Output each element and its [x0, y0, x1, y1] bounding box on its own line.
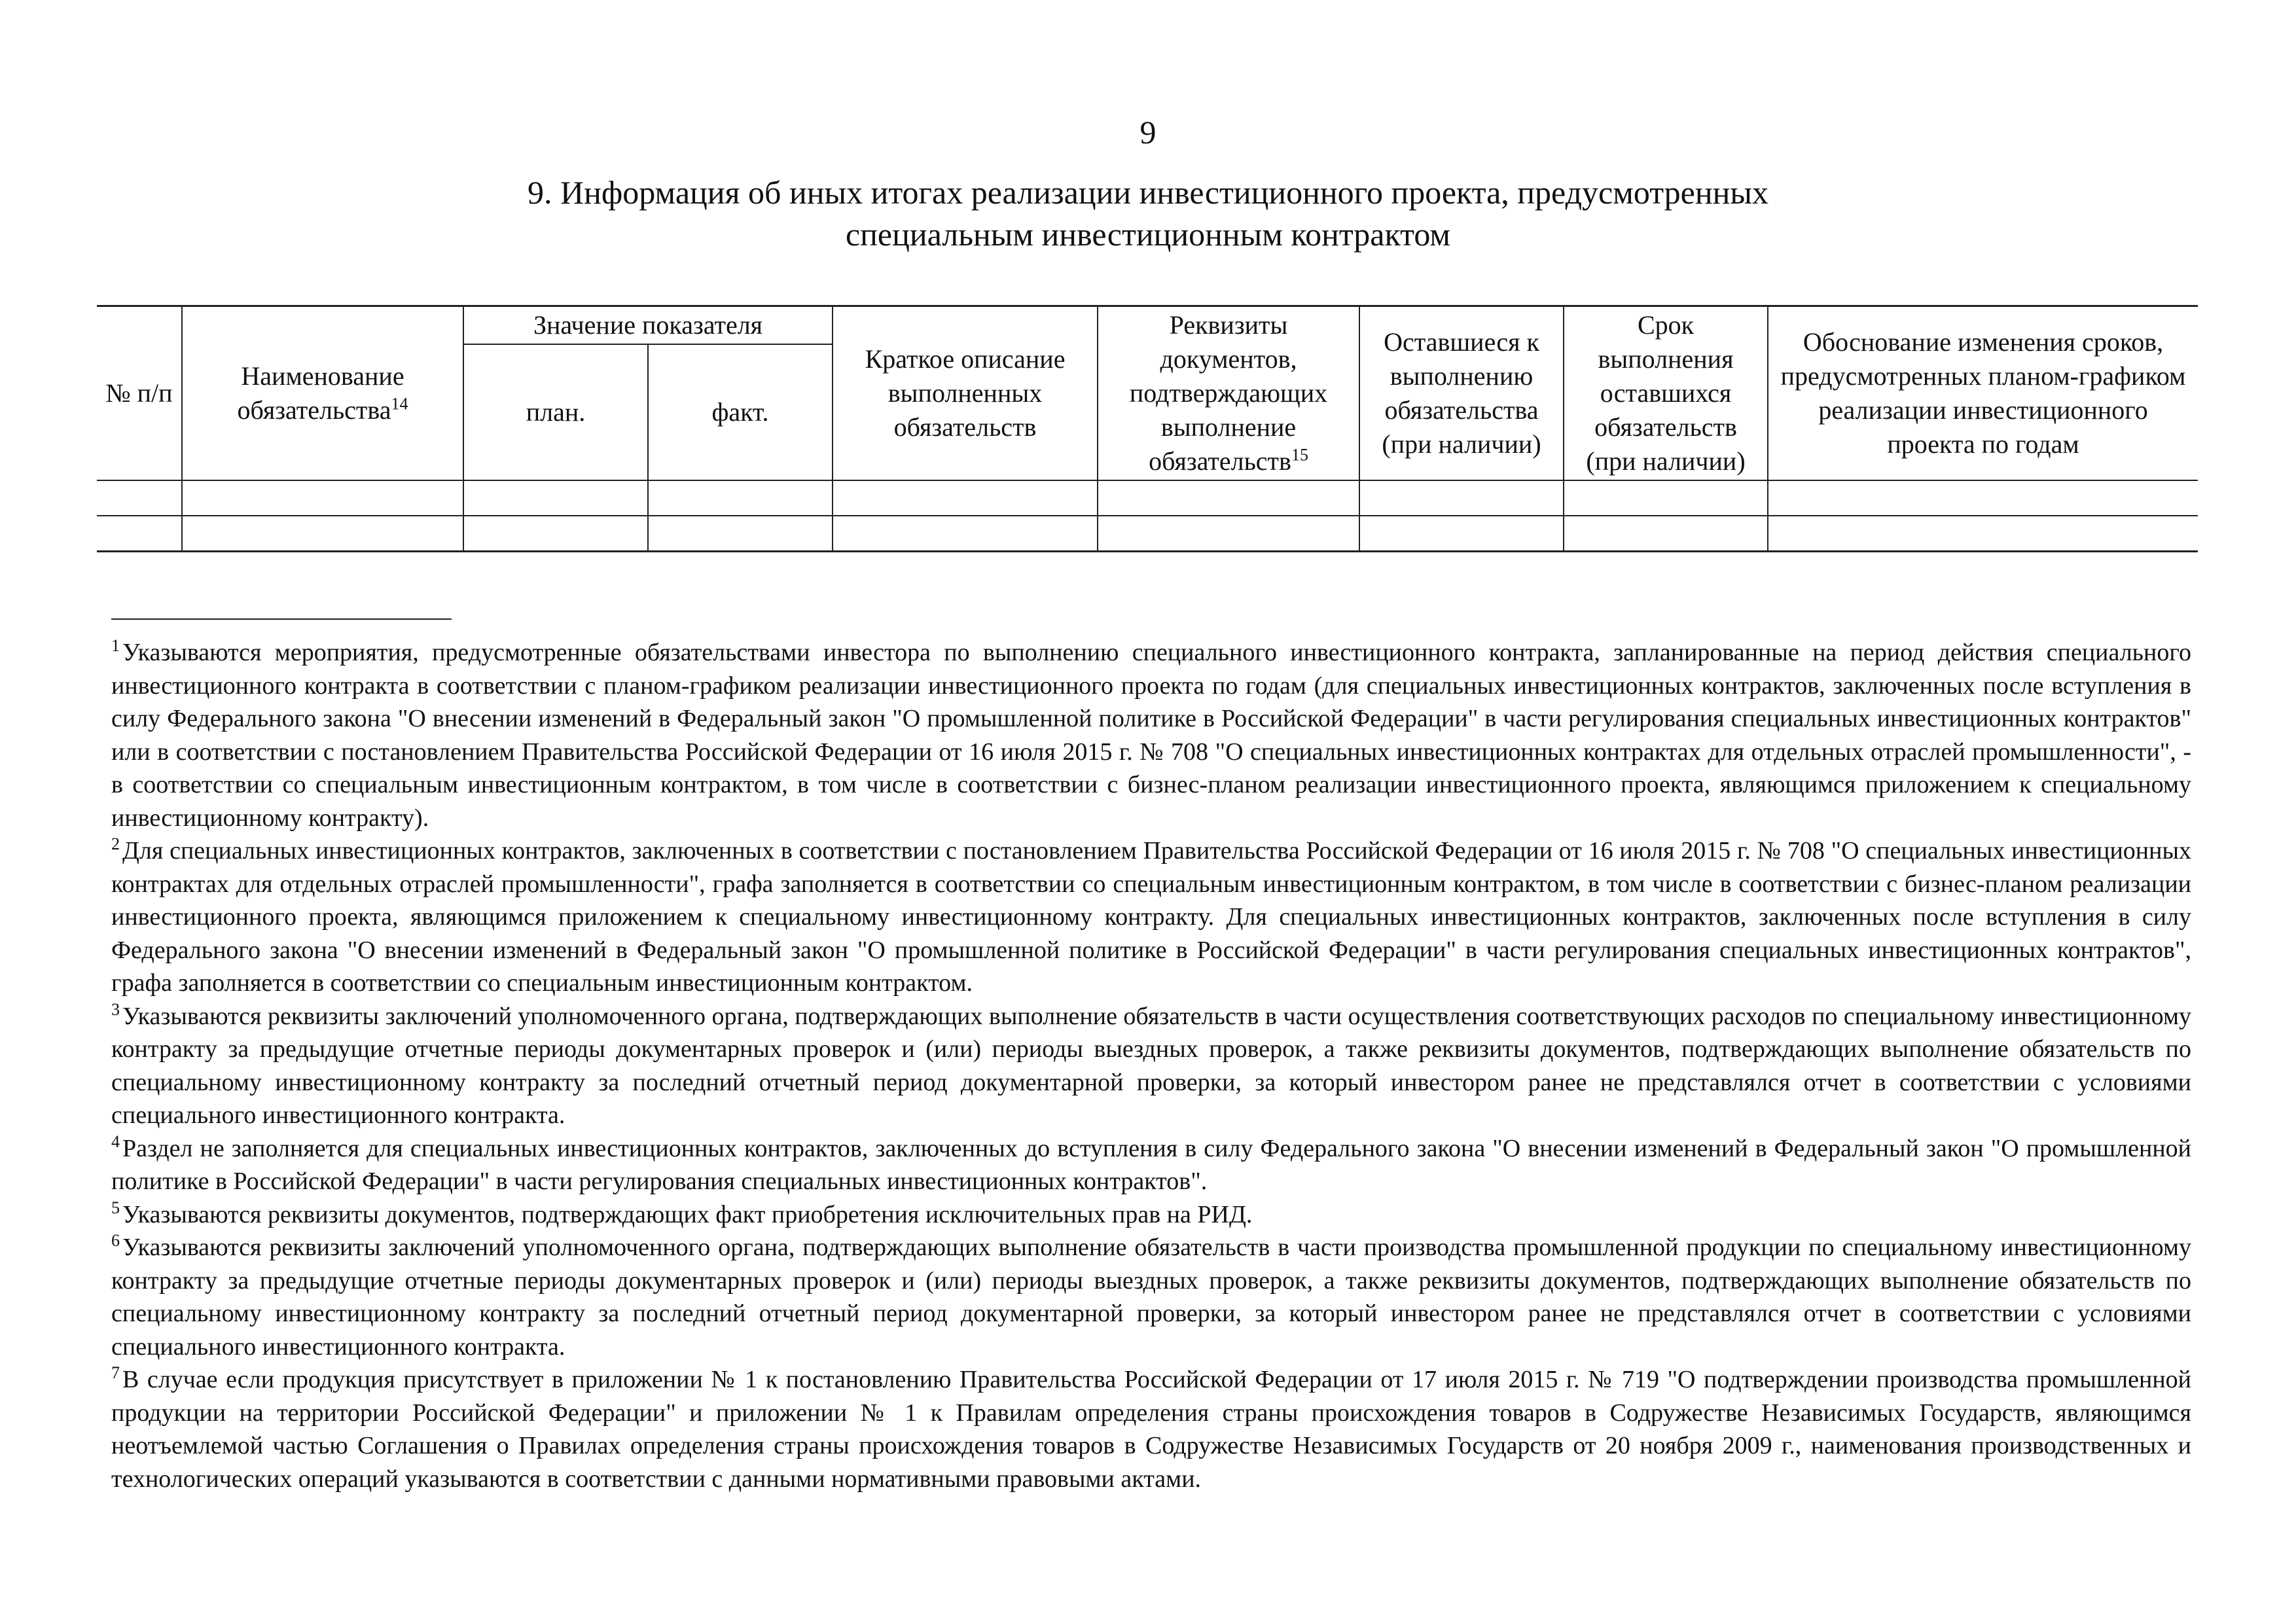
table-cell — [182, 516, 463, 551]
results-table — [97, 305, 2198, 552]
footnote-7 — [111, 1363, 2191, 1495]
footnote-ref-14: 14 — [391, 394, 408, 414]
footnote-5 — [111, 1198, 2191, 1232]
table-row — [97, 480, 2198, 516]
table-cell — [1564, 480, 1768, 516]
footnote-mark: 4 — [111, 1132, 120, 1151]
table-cell — [1768, 516, 2198, 551]
table-cell — [1098, 516, 1359, 551]
footnote-mark: 3 — [111, 999, 120, 1019]
header-obligation-name — [182, 306, 463, 481]
page-number: 9 — [1139, 114, 1157, 151]
table-row — [97, 516, 2198, 551]
table-cell — [648, 480, 833, 516]
header-obligation-name-text: Наименование обязательства — [237, 361, 404, 425]
table-cell — [1359, 516, 1564, 551]
footnote-1 — [111, 636, 2191, 834]
header-plan: план. — [463, 344, 648, 480]
header-change-justification: Обоснование изменения сроков, предусмотренных планом-графиком реализации инвестиционного проекта по годам — [1768, 306, 2198, 481]
footnote-text: Указываются реквизиты заключений уполномоченного органа, подтверждающих выполнение обязательств в части производства промышленной продукции по специальному инвестиционному контракту за предыдущие отчетные периоды документарных проверок и (или) периоды выездных проверок, а также реквизиты документов, подтверждающих выполнение обязательств по специальному инвестиционному контракту за последний отчетный период документарной проверки, за который инвестором ранее не представлялся отчет в соответствии с условиями специального инвестиционного контракта. — [111, 1234, 2191, 1361]
header-indicator-value: Значение показателя — [463, 306, 833, 345]
table-cell — [833, 480, 1098, 516]
footnote-text: В случае если продукция присутствует в приложении № 1 к постановлению Правительства Российской Федерации от 17 июля 2015 г. № 719 "О подтверждении производства промышленной продукции на территории Российской Федерации" и приложении № 1 к Правилам определения страны происхождения товаров в Содружестве Независимых Государств, являющимся неотъемлемой частью Соглашения о Правилах определения страны происхождения товаров в Содружестве Независимых Государств от 20 ноября 2009 г., наименования производственных и технологических операций указываются в соответствии с данными нормативными правовыми актами. — [111, 1366, 2191, 1493]
footnote-2 — [111, 834, 2191, 1000]
header-number: № п/п — [97, 306, 182, 481]
footnote-mark: 6 — [111, 1231, 120, 1251]
table-cell — [1098, 480, 1359, 516]
footnote-text: Раздел не заполняется для специальных инвестиционных контрактов, заключенных до вступления в силу Федерального закона "О внесении изменений в Федеральный закон "О промышленной политике в Российской Федерации" в части регулирования специальных инвестиционных контрактов". — [111, 1134, 2191, 1195]
footnote-mark: 1 — [111, 636, 120, 656]
footnote-mark: 5 — [111, 1198, 120, 1217]
header-short-description: Краткое описание выполненных обязательств — [833, 306, 1098, 481]
table-cell — [833, 516, 1098, 551]
header-document-details — [1098, 306, 1359, 481]
header-remaining-deadline: Срок выполнения оставшихся обязательств (при наличии) — [1564, 306, 1768, 481]
header-remaining-obligations: Оставшиеся к выполнению обязательства (при наличии) — [1359, 306, 1564, 481]
header-document-details-text: Реквизиты документов, подтверждающих выполнение обязательств — [1129, 310, 1328, 476]
table-cell — [97, 516, 182, 551]
footnote-ref-15: 15 — [1291, 445, 1308, 465]
table-cell — [463, 480, 648, 516]
footnote-3 — [111, 1000, 2191, 1132]
section-title — [327, 171, 1969, 255]
footnote-separator — [111, 618, 452, 620]
footnote-4 — [111, 1132, 2191, 1198]
section-title-line-1: 9. Информация об иных итогах реализации инвестиционного проекта, предусмотренных — [528, 174, 1768, 211]
footnote-text: Для специальных инвестиционных контрактов, заключенных в соответствии с постановлением Правительства Российской Федерации от 16 июля 2015 г. № 708 "О специальных инвестиционных контрактах для отдельных отраслей промышленности", графа заполняется в соответствии со специальным инвестиционным контрактом, в том числе в соответствии с бизнес-планом реализации инвестиционного проекта, являющимся приложением к специальному инвестиционному контракту. Для специальных инвестиционных контрактов, заключенных после вступления в силу Федерального закона "О внесении изменений в Федеральный закон "О промышленной политике в Российской Федерации" в части регулирования специальных инвестиционных контрактов", графа заполняется в соответствии со специальным инвестиционным контрактом. — [111, 837, 2191, 997]
footnote-text: Указываются реквизиты документов, подтверждающих факт приобретения исключительных прав на РИД. — [122, 1200, 1253, 1228]
footnote-mark: 7 — [111, 1363, 120, 1383]
table-cell — [182, 480, 463, 516]
table-cell — [648, 516, 833, 551]
footnote-text: Указываются мероприятия, предусмотренные обязательствами инвестора по выполнению специального инвестиционного контракта, запланированные на период действия специального инвестиционного контракта в соответствии с планом-графиком реализации инвестиционного проекта по годам (для специальных инвестиционных контрактов, заключенных после вступления в силу Федерального закона "О внесении изменений в Федеральный закон "О промышленной политике в Российской Федерации" в части регулирования специальных инвестиционных контрактов" или в соответствии с постановлением Правительства Российской Федерации от 16 июля 2015 г. № 708 "О специальных инвестиционных контрактах для отдельных отраслей промышленности", - в соответствии со специальным инвестиционным контрактом, в том числе в соответствии с бизнес-планом реализации инвестиционного проекта, являющимся приложением к специальному инвестиционному контракту). — [111, 639, 2191, 832]
section-title-line-2: специальным инвестиционным контрактом — [845, 216, 1451, 253]
table-cell — [1564, 516, 1768, 551]
footnotes — [111, 636, 2191, 1495]
table-cell — [1768, 480, 2198, 516]
table-cell — [463, 516, 648, 551]
footnote-mark: 2 — [111, 834, 120, 854]
table-cell — [97, 480, 182, 516]
footnote-6 — [111, 1231, 2191, 1363]
footnote-text: Указываются реквизиты заключений уполномоченного органа, подтверждающих выполнение обязательств в части осуществления соответствующих расходов по специальному инвестиционному контракту за предыдущие отчетные периоды документарных проверок и (или) периоды выездных проверок, а также реквизиты документов, подтверждающих выполнение обязательств по специальному инвестиционному контракту за последний отчетный период документарной проверки, за который инвестором ранее не представлялся отчет в соответствии с условиями специального инвестиционного контракта. — [111, 1002, 2191, 1129]
header-fact: факт. — [648, 344, 833, 480]
table-cell — [1359, 480, 1564, 516]
